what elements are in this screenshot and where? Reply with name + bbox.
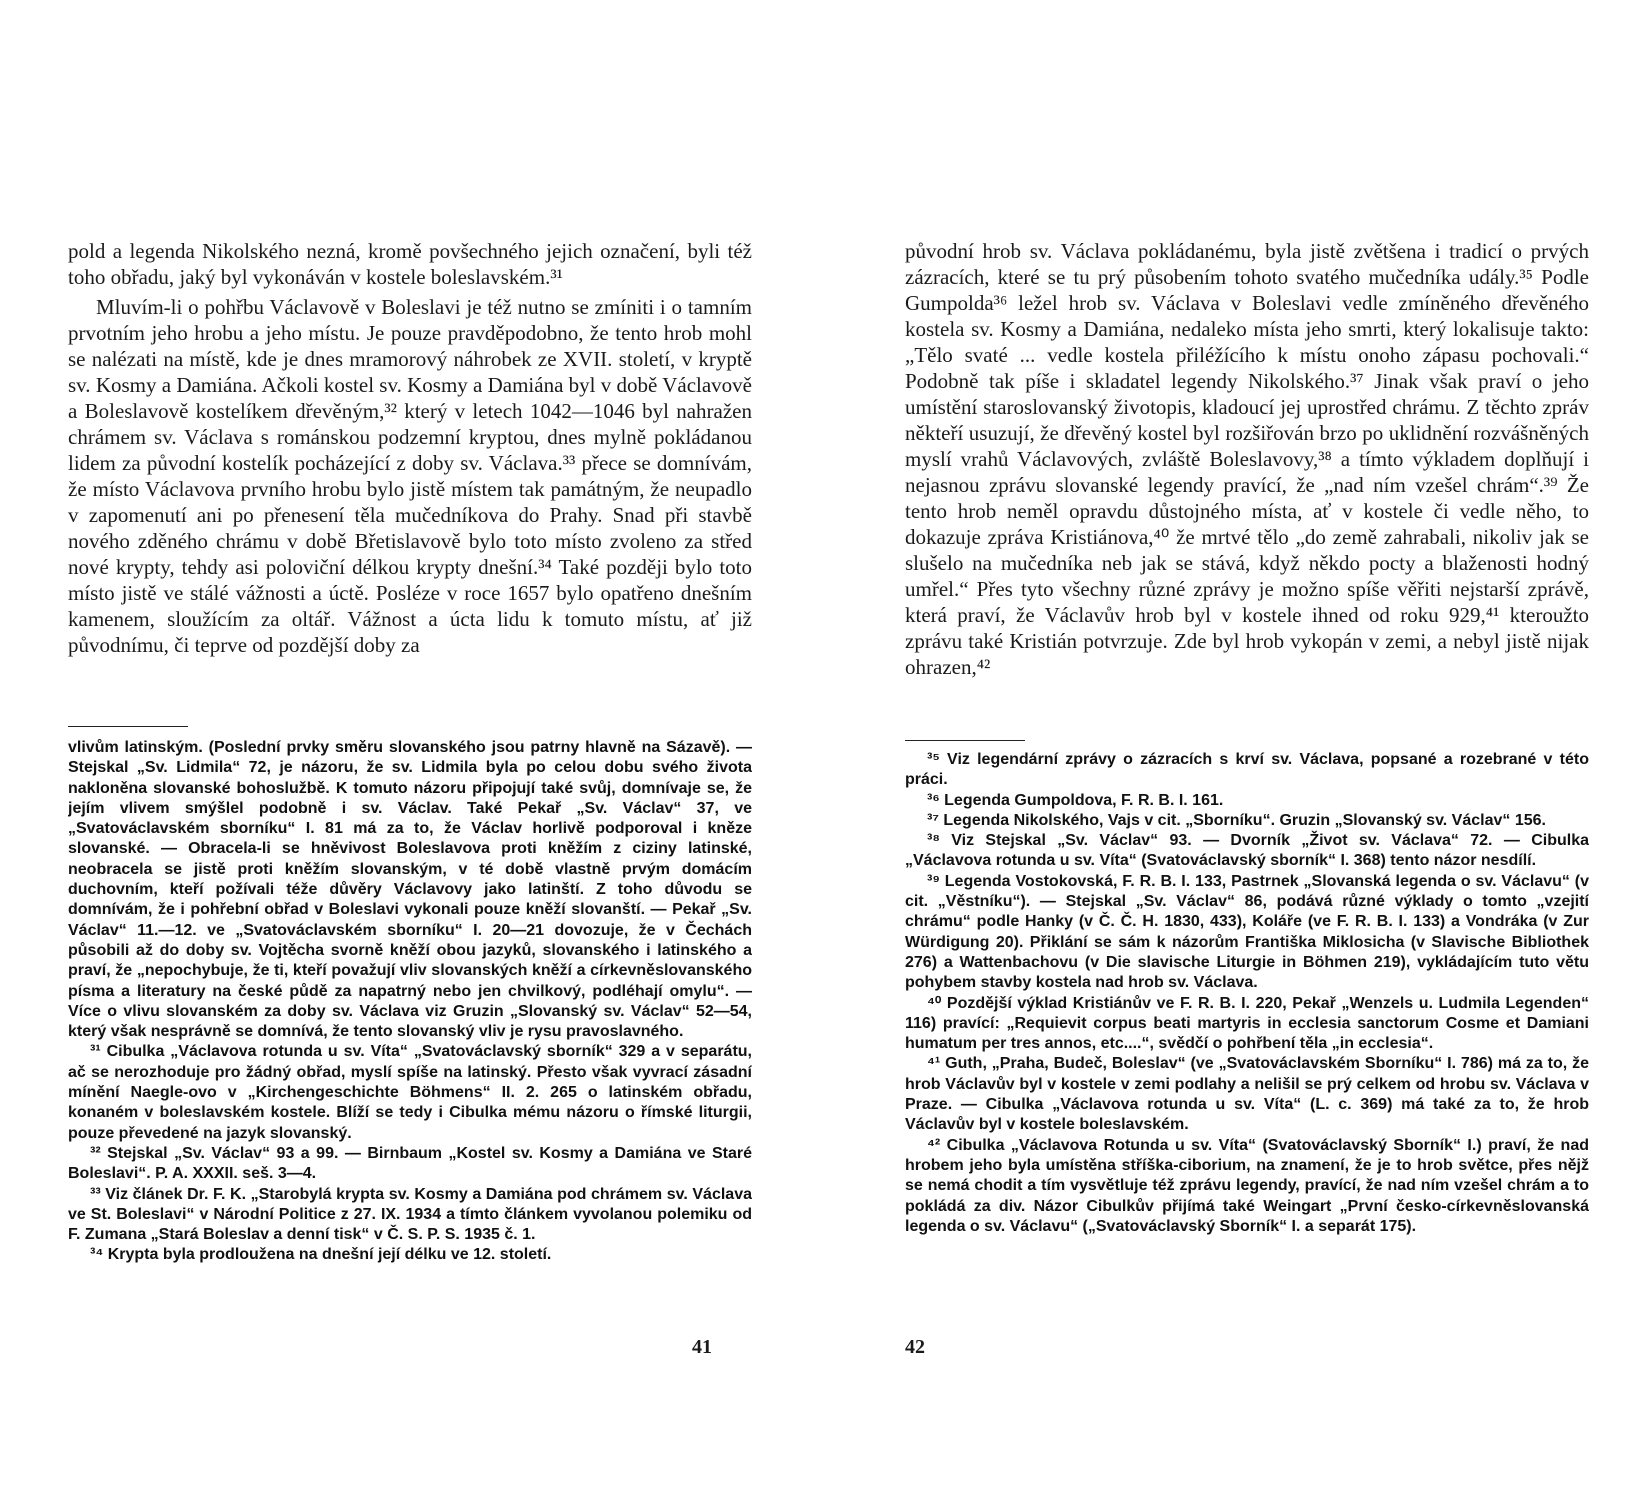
footnote-35: ³⁵ Viz legendární zprávy o zázracích s krví sv. Václava, popsané a rozebrané v této práci. [905, 751, 1589, 789]
right-footnotes [905, 750, 1589, 1322]
footnote-33: ³³ Viz článek Dr. F. K. „Starobylá krypta sv. Kosmy a Damiána pod chrámem sv. Václava ve St. Boleslavi“ v Národní Politice z 27. IX. 1934 a tímto článkem vyvolanou polemiku od F. Zumana „Stará Boleslav a denní tisk“ v Č. S. P. S. 1935 č. 1. [68, 1185, 752, 1244]
left-main-text [68, 238, 752, 682]
left-paragraph-2: Mluvím-li o pohřbu Václavově v Boleslavi je též nutno se zmíniti i o tamním prvotním jeho hrobu a jeho místu. Je pouze pravděpodobno, že tento hrob mohl se nalézati na místě, kde je dnes mramorový náhrobek ze XVII. století, v kryptě sv. Kosmy a Damiána. Ačkoli kostel sv. Kosmy a Damiána byl v době Václavově a Boleslavově kostelíkem dřevěným,³² který v letech 1042—1046 byl nahražen chrámem sv. Václava s románskou podzemní kryptou, dnes mylně pokládanou lidem za původní kostelík pocházející z doby sv. Václava.³³ přece se domnívám, že místo Václavova prvního hrobu bylo jistě místem tak památným, že neupadlo v zapomenutí ani po přenesení těla mučedníkova do Prahy. Snad při stavbě nového zděného chrámu v době Břetislavově bylo toto místo zvoleno za střed nové krypty, tehdy asi poloviční délkou krypty dnešní.³⁴ Také později bylo toto místo jistě ve stálé vážnosti a úctě. Posléze v roce 1657 bylo opatřeno dnešním kamenem, sloužícím za oltář. Vážnost a úcta lidu k tomuto místu, ať již původnímu, či teprve od pozdější doby za [68, 295, 752, 657]
footnote-41: ⁴¹ Guth, „Praha, Budeč, Boleslav“ (ve „Svatováclavském Sborníku“ I. 786) má za to, že hrob Václavův byl v kostele v zemi podlahy a nelišil se prý celkem od hrobu sv. Václava v Praze. — Cibulka „Václavova rotunda u sv. Víta“ (L. c. 369) má také za to, že hrob Václavův byl v kostele boleslavském. [905, 1055, 1589, 1134]
footnote-31: ³¹ Cibulka „Václavova rotunda u sv. Víta“ „Svatováclavský sborník“ 329 a v separátu, ač se nerozhoduje pro žádný obřad, myslí spíše na latinský. Přesto však vyvrací zásadní mínění Naegle-ovo v „Kirchengeschichte Böhmens“ II. 2. 265 o latinském obřadu, konaném v boleslavském kostele. Blíží se tedy i Cibulka mému názoru o římské liturgii, pouze převedené na jazyk slovanský. [68, 1043, 752, 1142]
footnote-40: ⁴⁰ Pozdější výklad Kristiánův ve F. R. B. I. 220, Pekař „Wenzels u. Ludmila Legenden“ 116) pravící: „Requievit corpus beati martyris in ecclesia sanctorum Cosme et Damiani humatum per tres annos, etc....“, svědčí o pohřbení těla „in ecclesia“. [905, 994, 1589, 1053]
footnote-37: ³⁷ Legenda Nikolského, Vajs v cit. „Sborníku“. Gruzin „Slovanský sv. Václav“ 156. [927, 811, 1546, 829]
right-main-text [905, 238, 1589, 708]
page-number-right: 42 [905, 1336, 925, 1358]
page-number-left: 41 [692, 1336, 712, 1358]
footnote-separator [68, 726, 188, 727]
right-paragraph-1: původní hrob sv. Václava pokládanému, byla jistě zvětšena i tradicí o prvých zázracích, které se tu prý působením tohoto svatého mučedníka udály.³⁵ Podle Gumpolda³⁶ ležel hrob sv. Václava v Boleslavi vedle zmíněného dřevěného kostela sv. Kosmy a Damiána, nedaleko místa jeho smrti, který lokalisuje takto: „Tělo svaté ... vedle kostela přiléžícího k místu onoho zápasu pochovali.“ Podobně tak píše i skladatel legendy Nikolského.³⁷ Jinak však praví o jeho umístění staroslovanský životopis, kladoucí jej uprostřed chrámu. Z těchto zpráv někteří usuzují, že dřevěný kostel byl rozšiřován brzo po uklidnění rozvášněných myslí vrahů Václavových, zvláště Boleslavovy,³⁸ a tímto výkladem doplňují i nejasnou zprávu slovanské legendy pravící, že „nad ním vzešel chrám“.³⁹ Že tento hrob neměl opravdu důstojného místa, ať v kostele či vedle něho, to dokazuje zpráva Kristiánova,⁴⁰ že mrtvé tělo „do země zahrabali, nikoliv jak se slušelo na mučedníka neb jak se stává, když někdo pocty a blaženosti hodný umřel.“ Přes tyto všechny různé zprávy je možno spíše věřiti nejstarší zprávě, která praví, že Václavův hrob byl v kostele ihned od roku 929,⁴¹ kteroužto zprávu také Kristián potvrzuje. Zde byl hrob vykopán v zemi, a nebyl jistě nijak ohrazen,⁴² [905, 239, 1589, 679]
right-page [825, 0, 1650, 1500]
footnote-34: ³⁴ Krypta byla prodloužena na dnešní její délku ve 12. století. [90, 1246, 552, 1264]
footnote-42: ⁴² Cibulka „Václavova Rotunda u sv. Víta“ (Svatováclavský Sborník“ I.) praví, že nad hrobem jeho byla umístěna stříška-ciborium, na znamení, že je to hrob světce, přes nějž se nemá chodit a tím vysvětluje též zprávu legendy, pravící, že nad ním vzešel chrám a to pokládá za div. Názor Cibulkův přijímá také Weingart „První česko-církevněslovanská legenda o sv. Václavu“ („Svatováclavský Sborník“ I. a separát 175). [905, 1136, 1589, 1235]
left-paragraph-1: pold a legenda Nikolského nezná, kromě povšechného jejich označení, byli též toho obřadu, jaký byl vykonáván v kostele boleslavském.³¹ [68, 239, 752, 289]
footnote-32: ³² Stejskal „Sv. Václav“ 93 a 99. — Birnbaum „Kostel sv. Kosmy a Damiána ve Staré Boleslavi“. P. A. XXXII. seš. 3—4. [68, 1144, 752, 1183]
footnote-continuation: vlivům latinským. (Poslední prvky směru slovanského jsou patrny hlavně na Sázavě). — Stejskal „Sv. Lidmila“ 72, je názoru, že sv. Lidmila byla po celou dobu svého života nakloněna slovanské bohoslužbě. K tomuto názoru připojují také svůj, domnívaje se, že jejím vlivem smýšlel podobně i sv. Václav. Také Pekař „Sv. Václav“ 37, ve „Svatováclavském sborníku“ I. 81 má za to, že Václav horlivě podporoval i kněze slovanské. — Obracela-li se hněvivost Boleslavova proti kněžím z ciziny latinské, neobracela se jistě proti kněžím slovanským, v té době vlastně prvým domácím duchovním, kteří požívali téže důvěry Václavovy jako latinští. Z toho důvodu se domnívám, že i pohřební obřad v Boleslavi vykonali pouze kněží slovanští. — Pekař „Sv. Václav“ 11.—12. ve „Svatováclavském sborníku“ I. 20—21 dovozuje, že v Čechách působili až do doby sv. Vojtěcha svorně kněží obou jazyků, slovanského i latinského a praví, že „nepochybuje, že ti, kteří považují vliv slovanských kněží a církevněslovanského písma a literatury na české půdě za napatrný nebo jen chvilkový, podléhají omylu“. — Více o vlivu slovanském za doby sv. Václava viz Gruzin „Slovanský sv. Václav“ 52—54, který však nesprávně se domnívá, že tento slovanský vliv je rysu pravoslavného. [68, 739, 752, 1041]
footnote-38: ³⁸ Viz Stejskal „Sv. Václav“ 93. — Dvorník „Život sv. Václava“ 72. — Cibulka „Václavova rotunda u sv. Víta“ (Svatováclavský sborník“ I. 368) tento názor nesdílí. [905, 832, 1589, 870]
footnote-separator [905, 740, 1025, 741]
left-footnotes [68, 738, 752, 1328]
footnote-36: ³⁶ Legenda Gumpoldova, F. R. B. I. 161. [927, 791, 1224, 809]
footnote-39: ³⁹ Legenda Vostokovská, F. R. B. I. 133, Pastrnek „Slovanská legenda o sv. Václavu“ (v cit. „Věstníku“). — Stejskal „Sv. Václav“ 86, podává různé výklady o tomto „vzejití chrámu“ podle Hanky (v Č. Č. H. 1830, 433), Koláře (ve F. R. B. I. 133) a Vondráka (v Zur Würdigung 20). Přiklání se sám k názorům Františka Miklosicha (v Slavische Bibliothek 276) a Wattenbachovu (v Die slavische Liturgie in Böhmen 219), vykládajícím tuto větu pohybem stavby kostela nad hrob sv. Václava. [905, 872, 1589, 992]
